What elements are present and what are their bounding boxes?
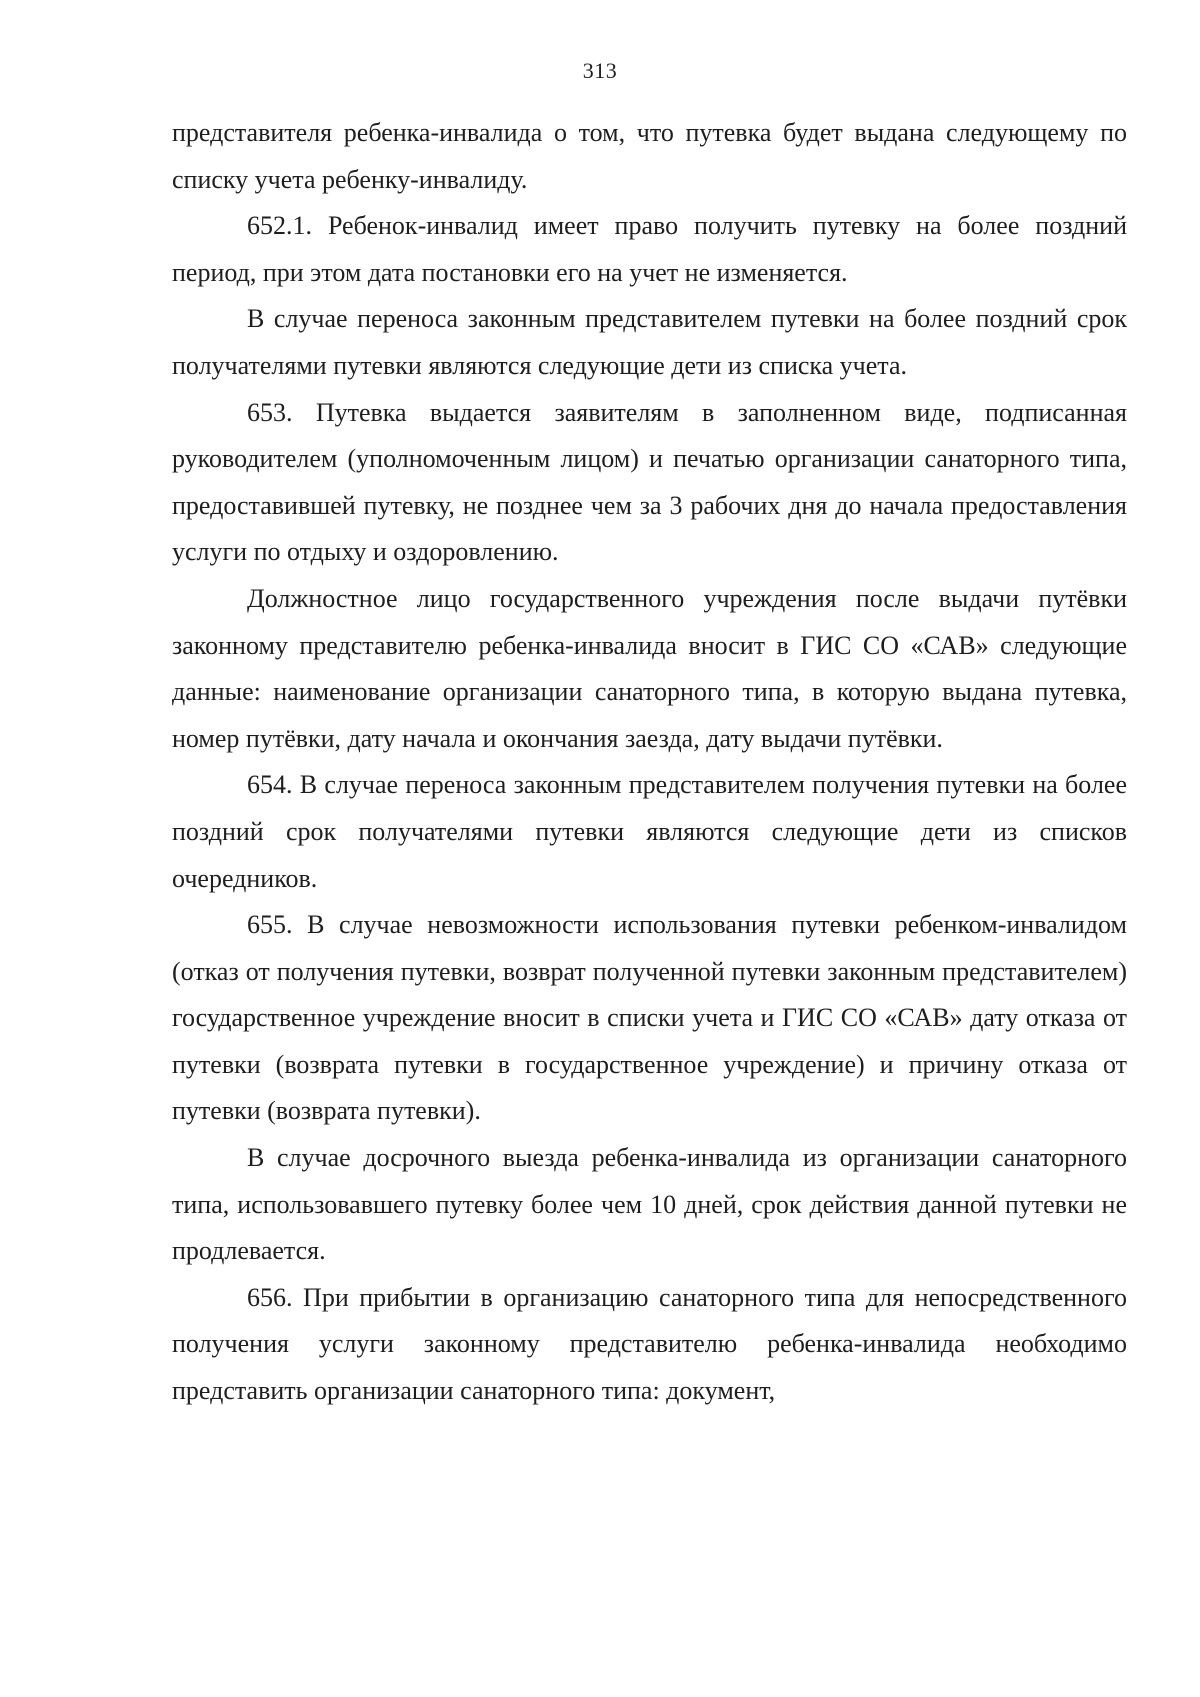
paragraph-653: 653. Путевка выдается заявителям в заполненном виде, подписанная руководителем (уполномоченным лицом) и печатью организации санаторного типа, предоставившей путевку, не позднее чем за 3 рабочих дня до начала предоставления услуги по отдыху и оздоровлению.	[172, 397, 1127, 567]
body-text	[172, 110, 1127, 1415]
paragraph-654: 654. В случае переноса законным представителем получения путевки на более поздний срок получателями путевки являются следующие дети из списков очередников.	[172, 770, 1127, 893]
paragraph: представителя ребенка-инвалида о том, что путевка будет выдана следующему по списку учета ребенку-инвалиду.	[172, 118, 1127, 194]
page-number: 313	[582, 58, 618, 83]
paragraph-652-1: 652.1. Ребенок-инвалид имеет право получить путевку на более поздний период, при этом дата постановки его на учет не изменяется.	[172, 211, 1127, 287]
paragraph-655: 655. В случае невозможности использования путевки ребенком-инвалидом (отказ от получения путевки, возврат полученной путевки законным представителем) государственное учреждение вносит в списки учета и ГИС СО «САВ» дату отказа от путевки (возврата путевки в государственное учреждение) и причину отказа от путевки (возврата путевки).	[172, 910, 1127, 1126]
paragraph: Должностное лицо государственного учреждения после выдачи путёвки законному представителю ребенка-инвалида вносит в ГИС СО «САВ» следующие данные: наименование организации санаторного типа, в которую выдана путевка, номер путёвки, дату начала и окончания заезда, дату выдачи путёвки.	[172, 583, 1127, 753]
paragraph-656: 656. При прибытии в организацию санаторного типа для непосредственного получения услуги законному представителю ребенка-инвалида необходимо представить организации санаторного типа: документ,	[172, 1282, 1127, 1406]
paragraph: В случае досрочного выезда ребенка-инвалида из организации санаторного типа, использовавшего путевку более чем 10 дней, срок действия данной путевки не продлевается.	[172, 1143, 1127, 1266]
paragraph: В случае переноса законным представителем путевки на более поздний срок получателями путевки являются следующие дети из списка учета.	[172, 304, 1127, 380]
